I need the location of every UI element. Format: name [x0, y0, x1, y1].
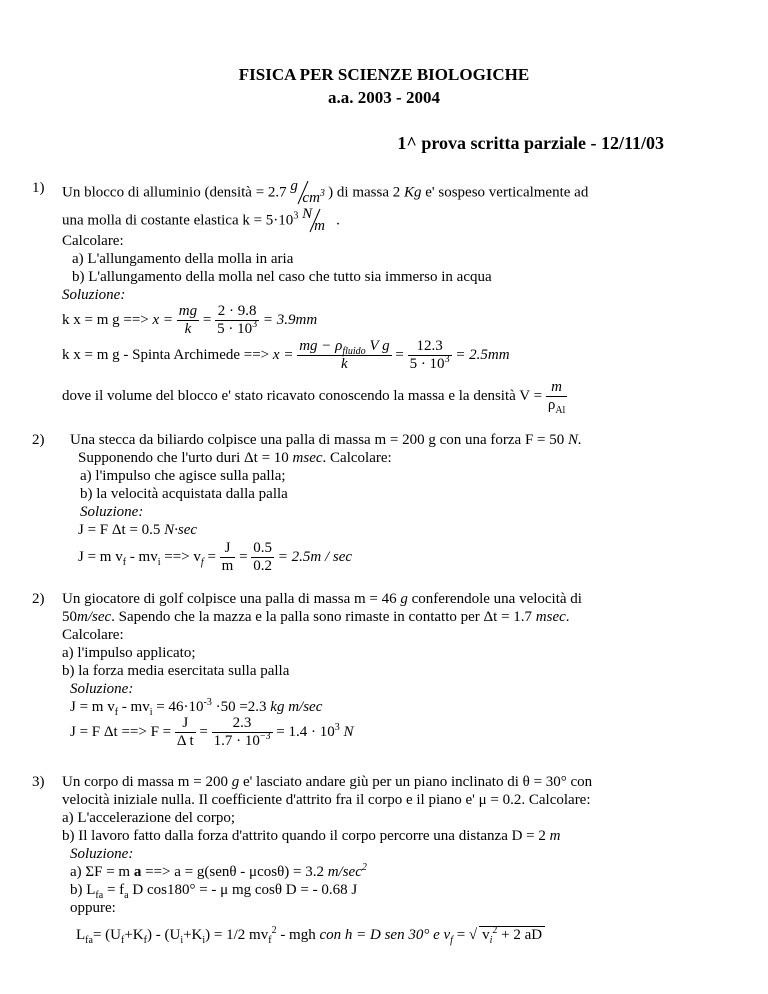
equation-1: J = m $v_f - mv_i = 46\cdot 10^{-3} \cdot 50 =2.3$ kg m/sec	[70, 697, 323, 718]
unit-fraction: N m	[302, 206, 325, 234]
question-b: b) L'allungamento della molla nel caso che tutto sia immerso in acqua	[72, 269, 492, 285]
question-b: b) la velocità acquistata dalla palla	[80, 486, 288, 502]
problem-text-line: una molla di costante elastica $k = 5\cdot 10^3$ N m .	[62, 206, 340, 234]
problem-text-line: 50m/sec. Sapendo che la mazza e la palla sono rimaste in contatto per Δt = 1.7 msec.	[62, 609, 570, 625]
exam-subtitle: 1^ prova scritta parziale - 12/11/03	[397, 133, 664, 153]
document-title: FISICA PER SCIENZE BIOLOGICHE	[238, 65, 530, 84]
problem-text-line: Una stecca da biliardo colpisce una palla di massa m = 200 g con una forza F = 50 N.	[70, 432, 582, 448]
calc-label: Calcolare:	[62, 233, 124, 249]
volume-note: dove il volume del blocco e' stato ricavato conoscendo la massa e la densità V = $\frac{m}{\rho_{Al}}$	[62, 379, 566, 416]
equation-2: J = F Δt ==> F = $\frac{J}{\text{Δ t}}$ = $\frac{2.3}{1.7 \cdot 10^{-3}}$ = $1.4 \cdot 10^3$ N	[70, 715, 354, 749]
question-a: a) L'allungamento della molla in aria	[72, 251, 294, 267]
question-a: a) L'accelerazione del corpo;	[62, 810, 236, 826]
calc-label: Calcolare:	[62, 627, 124, 643]
problem-number: 3)	[32, 774, 45, 790]
problem-number: 2)	[32, 432, 45, 448]
equation-1: k x = m g ==> x = $\frac{mg}{k}$ = $\frac{2 \cdot 9.8}{5 \cdot 10^3}$ = 3.9mm	[62, 303, 318, 337]
sqrt-sign: √	[468, 927, 478, 943]
question-a: a) l'impulso applicato;	[62, 645, 196, 661]
solution-label: Soluzione:	[62, 287, 126, 303]
equation-1: a) ΣF = m a ==> a = g(senθ - μcosθ) = 3.2 $m/\sec^2$	[70, 862, 367, 880]
problem-text-line: Un blocco di alluminio (densità = 2.7 g $cm^3$ ) di massa 2 Kg e' sospeso verticalmente ad	[62, 178, 589, 206]
oppure-label: oppure:	[70, 900, 116, 916]
academic-year: a.a. 2003 - 2004	[328, 88, 440, 107]
solution-label: Soluzione:	[70, 681, 134, 697]
problem-text-line: velocità iniziale nulla. Il coefficiente d'attrito fra il corpo e il piano e' μ = 0.2. Calcolare:	[62, 792, 591, 808]
problem-text-line: Un giocatore di golf colpisce una palla di massa m = 46 g conferendole una velocità di	[62, 591, 582, 607]
question-b: b) Il lavoro fatto dalla forza d'attrito quando il corpo percorre una distanza D = 2 m	[62, 828, 561, 844]
unit-fraction: g $cm^3$	[290, 178, 325, 206]
equation-1: J = F Δt = 0.5 N·sec	[78, 522, 198, 538]
solution-label: Soluzione:	[80, 504, 144, 520]
equation-2: b) $L_{fa} = f_a$ D cos180° = - μ mg cosθ D = - 0.68 J	[70, 882, 358, 901]
equation-2: J = m $v_f - mv_i$ ==> $v_f$ = $\frac{J}{m}$ = $\frac{0.5}{0.2}$ = 2.5m / sec	[78, 540, 353, 574]
problem-number: 2)	[32, 591, 45, 607]
problem-number: 1)	[32, 180, 45, 196]
problem-text-line: Supponendo che l'urto duri Δt = 10 msec. Calcolare:	[78, 450, 392, 466]
solution-label: Soluzione:	[70, 846, 134, 862]
equation-2: k x = m g - Spinta Archimede ==> x = $\frac{mg - \rho_{fluido} V g}{k}$ = $\frac{12.3}{5 \cdot 10^3}$ = 2.5mm	[62, 338, 510, 372]
equation-3: $L_{fa}= (U_f+K_f) - (U_i+K_i) = 1/2$ $mv_f^2$ - mgh con h = D sen 30° e $v_f$ = √ $v_i^2 + 2$ aD	[76, 926, 545, 944]
problem-text-line: Un corpo di massa m = 200 g e' lasciato andare giù per un piano inclinato di θ = 30° con	[62, 774, 593, 790]
question-a: a) l'impulso che agisce sulla palla;	[80, 468, 286, 484]
question-b: b) la forza media esercitata sulla palla	[62, 663, 290, 679]
sqrt-content: $v_i^2 + 2$ aD	[479, 926, 545, 944]
